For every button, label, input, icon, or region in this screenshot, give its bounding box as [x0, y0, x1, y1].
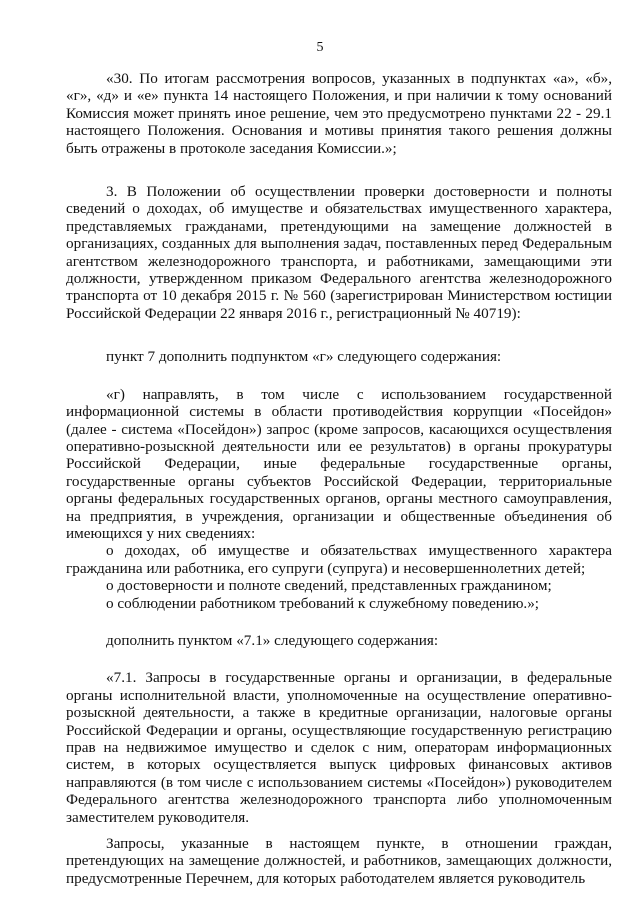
paragraph-amend-item-7-1: дополнить пунктом «7.1» следующего содержания:: [106, 631, 439, 649]
paragraph-section-3: 3. В Положении об осуществлении проверки достоверности и полноты сведений о доходах, об имуществе и обязательствах имущественного характера, представляемых гражданами, претендующими на замещение должностей в организациях, созданных для выполнения задач, поставленных перед Федеральным агентством железнодорожного транспорта, и работниками, замещающими эти должности, утвержденном приказом Федерального агентства железнодорожного транспорта от 10 декабря 2015 г. № 560 (зарегистрирован Министерством юстиции Российской Федерации 22 января 2016 г., регистрационный № 40719):: [66, 183, 612, 322]
paragraph-item-30: «30. По итогам рассмотрения вопросов, указанных в подпунктах «а», «б», «г», «д» и «е» пункта 14 настоящего Положения, и при наличии к тому оснований Комиссия может принять иное решение, чем это предусмотрено пунктами 22 - 29.1 настоящего Положения. Основания и мотивы принятия такого решения должны быть отражены в протоколе заседания Комиссии.»;: [66, 70, 612, 157]
paragraph-about-accuracy: о достоверности и полноте сведений, представленных гражданином;: [106, 577, 552, 595]
document-body: [66, 70, 612, 887]
paragraph-subitem-g: «г) направлять, в том числе с использованием государственной информационной системы в области противодействия коррупции «Посейдон» (далее - система «Посейдон») запрос (кроме запросов, касающихся осуществления оперативно-розыскной деятельности или ее результатов) в органы прокуратуры Российской Федерации, иные федеральные государственные органы, государственные органы субъектов Российской Федерации, территориальные органы федеральных государственных органов, органы местного самоуправления, на предприятия, в учреждения, организации и общественные объединения об имеющихся у них сведениях:: [66, 385, 612, 542]
paragraph-amend-item-7: пункт 7 дополнить подпунктом «г» следующего содержания:: [106, 348, 502, 366]
paragraph-item-7-1: «7.1. Запросы в государственные органы и организации, в федеральные органы исполнительной власти, уполномоченные на осуществление оперативно-розыскной деятельности, а также в кредитные организации, налоговые органы Российской Федерации и органы, осуществляющие государственную регистрацию прав на недвижимое имущество и сделок с ним, операторам информационных систем, в которых осуществляется выпуск цифровых финансовых активов направляются (в том числе с использованием системы «Посейдон») руководителем Федерального агентства железнодорожного транспорта либо уполномоченным заместителем руководителя.: [66, 669, 612, 826]
page-number: 5: [316, 40, 324, 55]
paragraph-about-conduct: о соблюдении работником требований к служебному поведению.»;: [106, 594, 540, 612]
paragraph-about-income: о доходах, об имуществе и обязательствах имущественного характера гражданина или работника, его супруги (супруга) и несовершеннолетних детей;: [66, 542, 612, 577]
paragraph-requests: Запросы, указанные в настоящем пункте, в отношении граждан, претендующих на замещение должностей, и работников, замещающих должности, предусмотренные Перечнем, для которых работодателем является руководитель: [66, 835, 612, 887]
